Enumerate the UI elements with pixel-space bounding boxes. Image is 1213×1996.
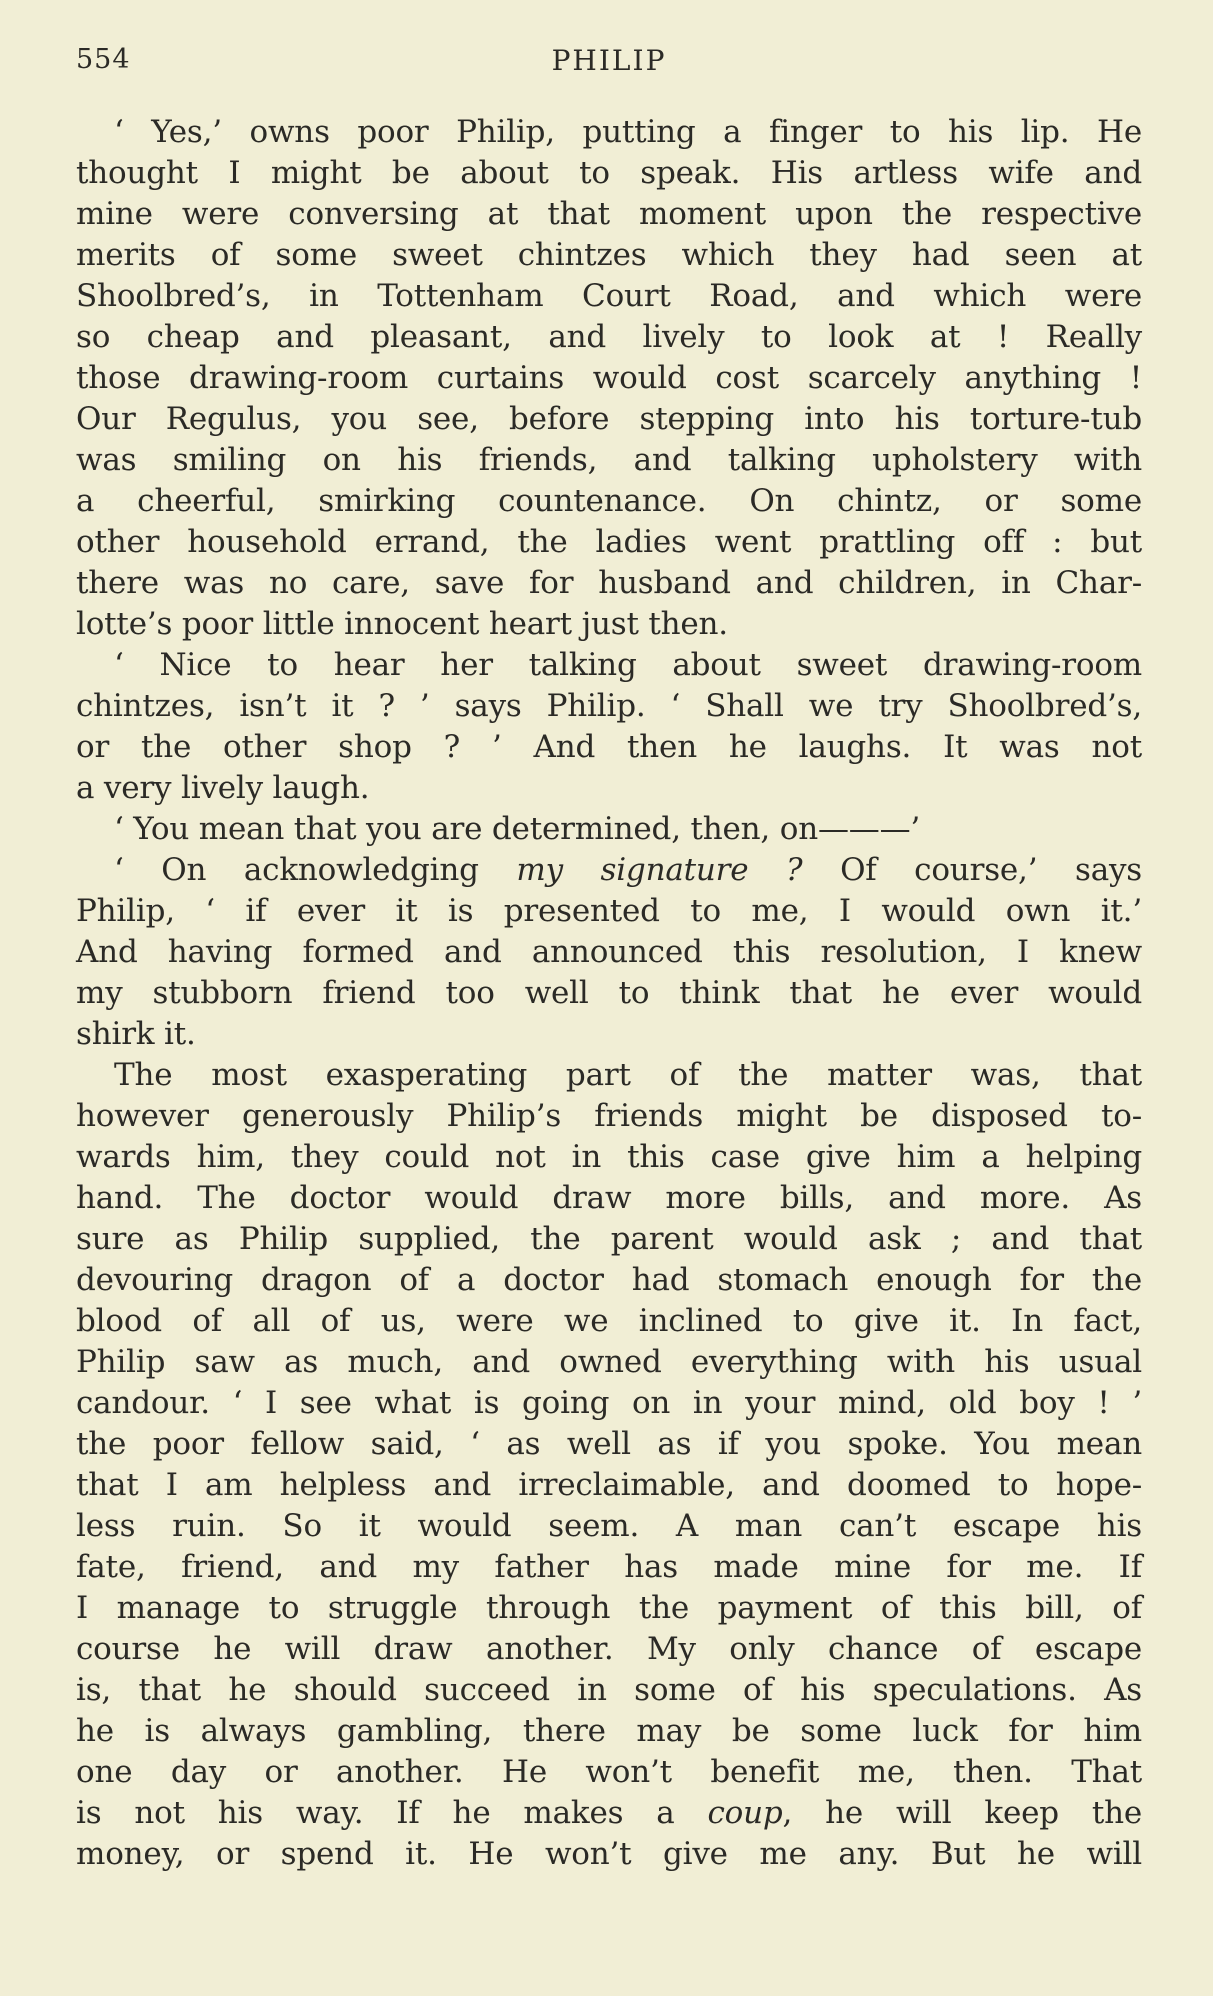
text-line: I manage to struggle through the payment of this bill, of (76, 1590, 1142, 1626)
text-line: one day or another. He won’t benefit me, then. That (76, 1754, 1142, 1790)
text-line: my stubborn friend too well to think that he ever would (76, 975, 1142, 1011)
running-title: PHILIP (551, 44, 667, 77)
body-text (76, 112, 1142, 1875)
italic-text: my signature ? (516, 852, 803, 888)
text-run: is not his way. If he makes a (76, 1795, 708, 1831)
text-line: a cheerful, smirking countenance. On chintz, or some (76, 483, 1142, 519)
text-line: Philip, ‘ if ever it is presented to me, I would own it.’ (76, 893, 1142, 929)
text-line: And having formed and announced this resolution, I knew (76, 934, 1142, 970)
text-line: thought I might be about to speak. His artless wife and (76, 155, 1142, 191)
text-line: blood of all of us, were we inclined to give it. In fact, (76, 1303, 1142, 1339)
text-line: that I am helpless and irreclaimable, and doomed to hope- (76, 1467, 1142, 1503)
text-run: ‘ On acknowledging (114, 852, 517, 888)
text-line: devouring dragon of a doctor had stomach enough for the (76, 1262, 1142, 1298)
text-line: merits of some sweet chintzes which they had seen at (76, 237, 1142, 273)
text-line: however generously Philip’s friends might be disposed to- (76, 1098, 1142, 1134)
text-line: money, or spend it. He won’t give me any. But he will (76, 1836, 1142, 1872)
text-line (76, 1793, 1142, 1834)
text-line: less ruin. So it would seem. A man can’t escape his (76, 1508, 1142, 1544)
text-line: wards him, they could not in this case give him a helping (76, 1139, 1142, 1175)
text-line: he is always gambling, there may be some luck for him (76, 1713, 1142, 1749)
text-line: mine were conversing at that moment upon the respective (76, 196, 1142, 232)
text-line: so cheap and pleasant, and lively to look at ! Really (76, 319, 1142, 355)
text-line: fate, friend, and my father has made mine for me. If (76, 1549, 1142, 1585)
text-run: , he will keep the (782, 1795, 1142, 1831)
text-line: or the other shop ? ’ And then he laughs. It was not (76, 729, 1142, 765)
text-run: Of course,’ says (802, 852, 1142, 888)
text-line: there was no care, save for husband and children, in Char- (76, 565, 1142, 601)
italic-text: coup (707, 1795, 783, 1831)
text-line: those drawing-room curtains would cost scarcely anything ! (76, 360, 1142, 396)
text-line: ‘ Nice to hear her talking about sweet drawing-room (114, 647, 1142, 683)
text-line (76, 850, 1142, 891)
text-line: is, that he should succeed in some of his speculations. As (76, 1672, 1142, 1708)
page-header (76, 44, 1142, 84)
text-line: course he will draw another. My only chance of escape (76, 1631, 1142, 1667)
text-line: Our Regulus, you see, before stepping into his torture-tub (76, 401, 1142, 437)
text-line: shirk it. (76, 1016, 196, 1052)
text-line: Philip saw as much, and owned everything with his usual (76, 1344, 1142, 1380)
page-number: 554 (76, 44, 131, 75)
text-line: hand. The doctor would draw more bills, and more. As (76, 1180, 1142, 1216)
text-line: a very lively laugh. (76, 770, 370, 806)
text-line: the poor fellow said, ‘ as well as if you spoke. You mean (76, 1426, 1142, 1462)
text-line: Shoolbred’s, in Tottenham Court Road, and which were (76, 278, 1142, 314)
text-line: lotte’s poor little innocent heart just then. (76, 606, 728, 642)
text-line: other household errand, the ladies went prattling off : but (76, 524, 1142, 560)
text-line: sure as Philip supplied, the parent would ask ; and that (76, 1221, 1142, 1257)
text-line: ‘ Yes,’ owns poor Philip, putting a finger to his lip. He (114, 114, 1142, 150)
text-line: chintzes, isn’t it ? ’ says Philip. ‘ Shall we try Shoolbred’s, (76, 688, 1142, 724)
text-line: ‘ You mean that you are determined, then, on———’ (114, 811, 921, 847)
text-line: was smiling on his friends, and talking upholstery with (76, 442, 1142, 478)
text-line: The most exasperating part of the matter was, that (114, 1057, 1142, 1093)
text-line: candour. ‘ I see what is going on in your mind, old boy ! ’ (76, 1385, 1142, 1421)
